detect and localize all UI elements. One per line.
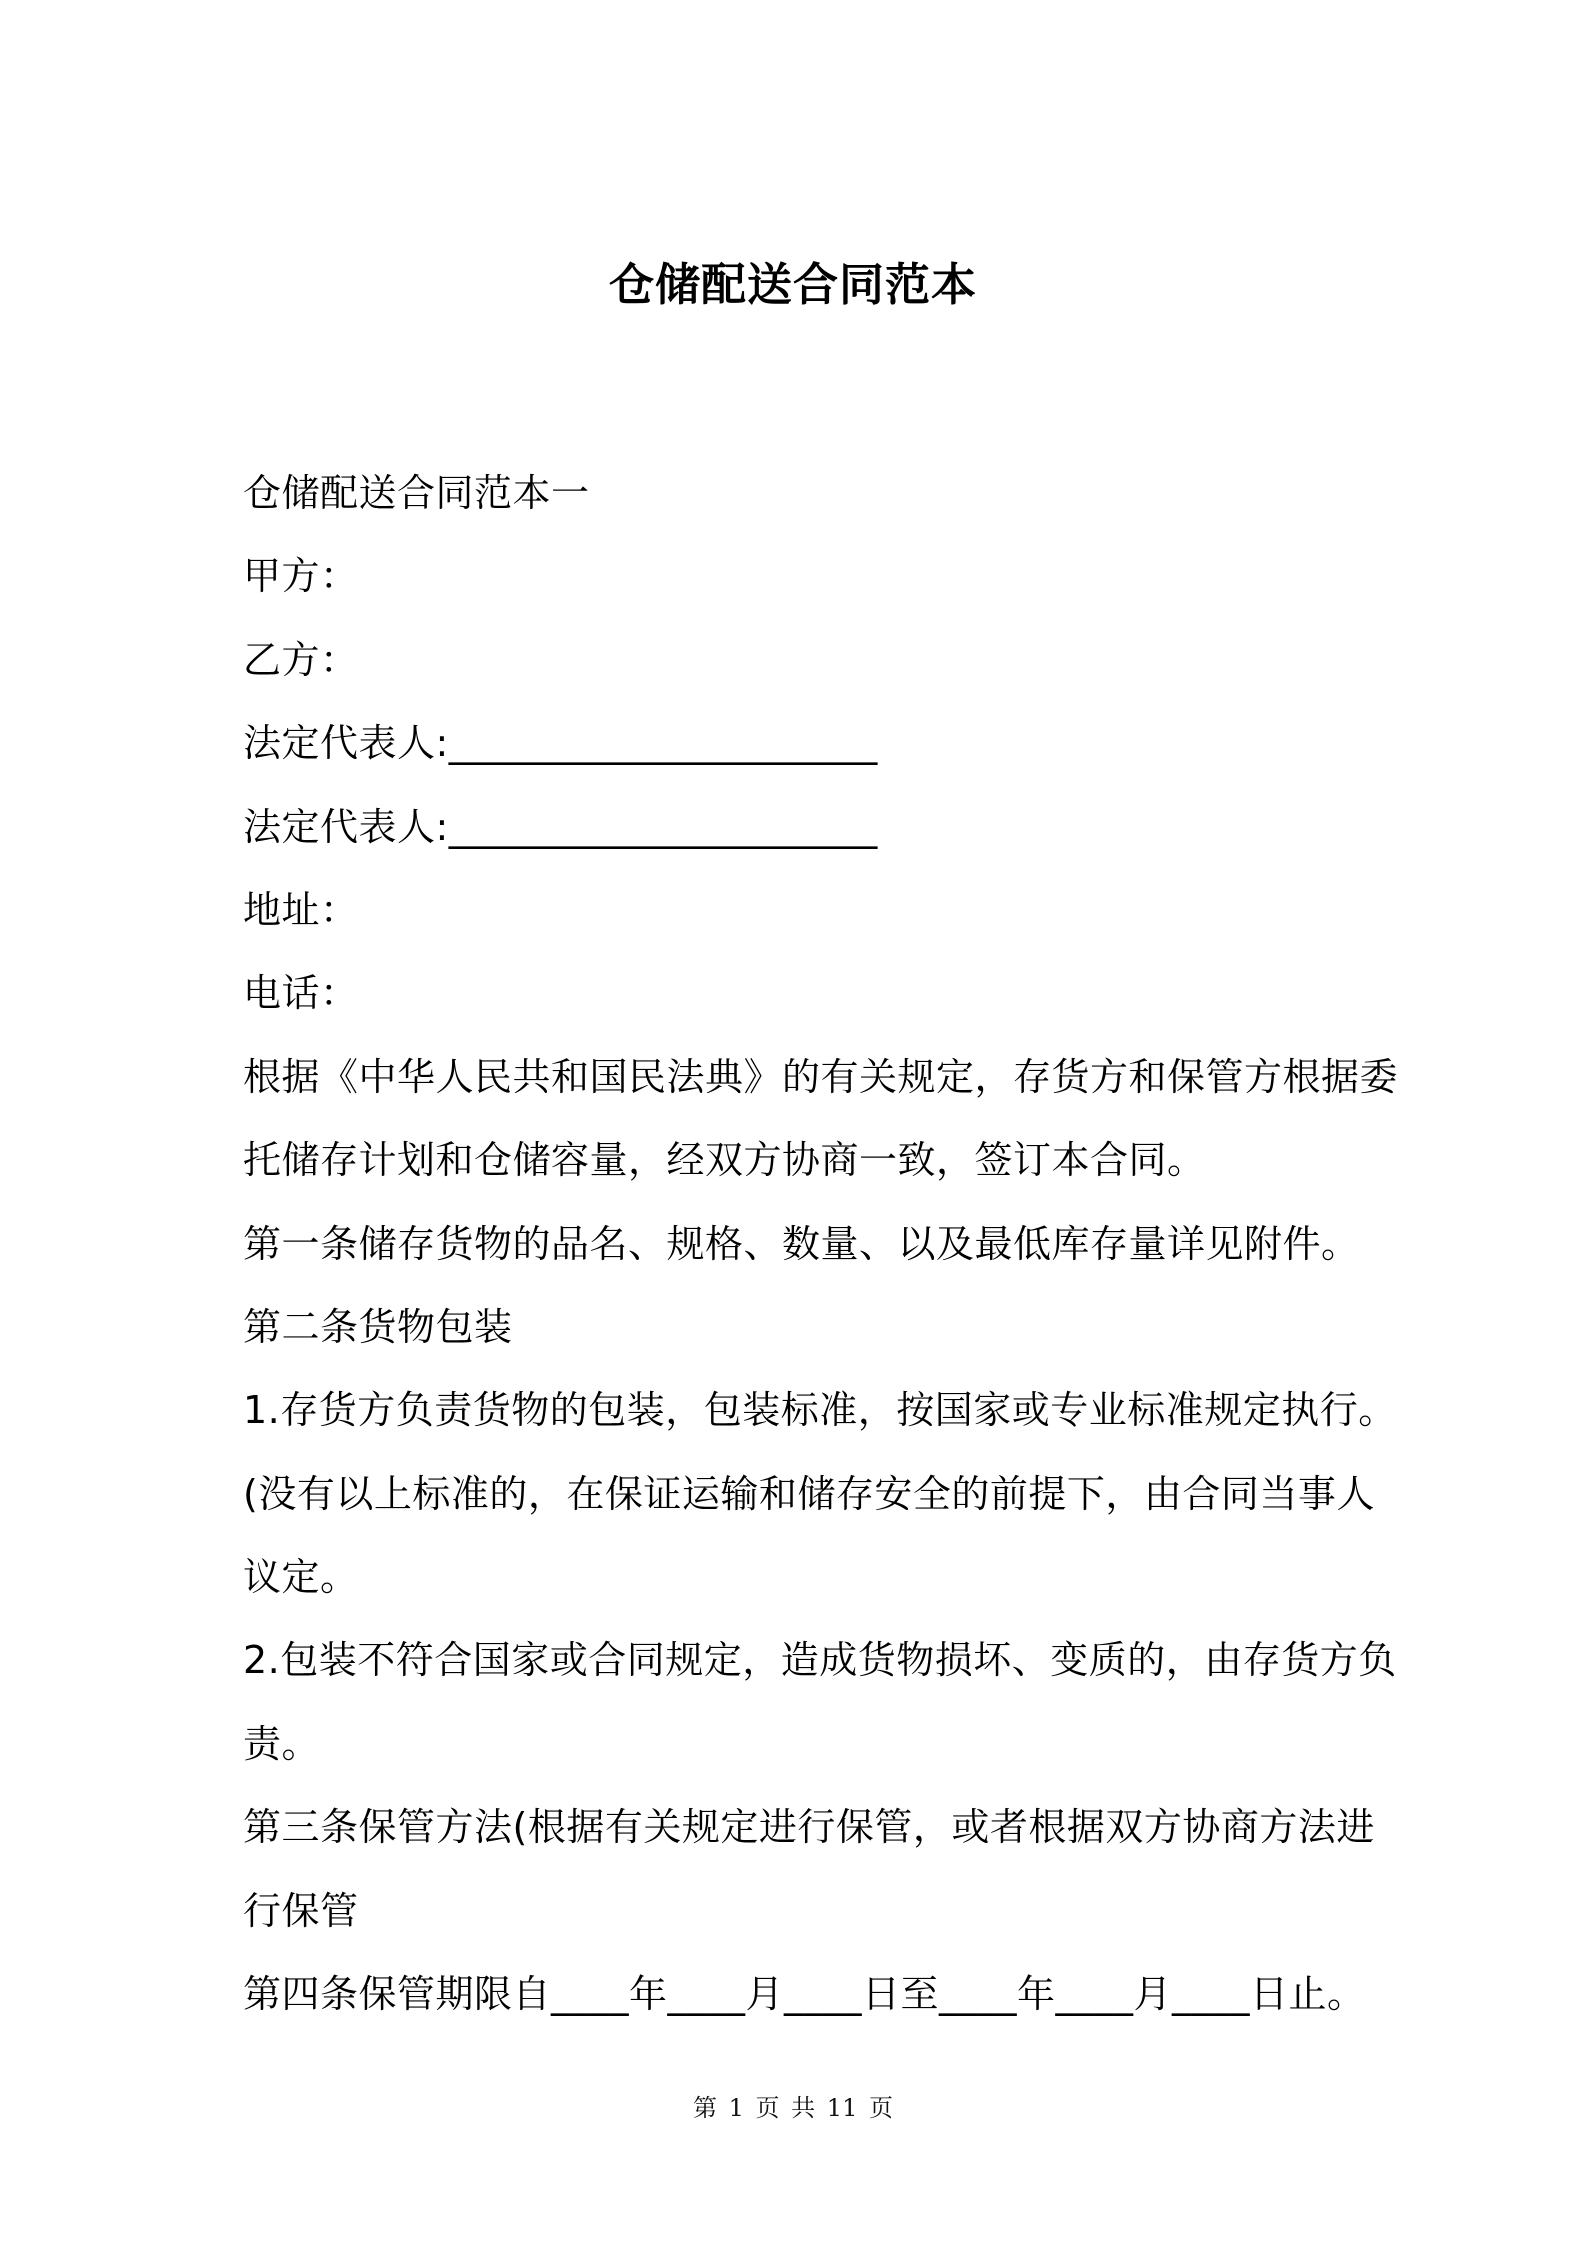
paragraph-line: 根据《中华人民共和国民法典》的有关规定，存货方和保管方根据委 — [243, 1054, 1399, 1099]
paragraph-line: 托储存计划和仓储容量，经双方协商一致，签订本合同。 — [243, 1138, 1206, 1183]
legal-representative-field: 法定代表人:______________________ — [243, 721, 878, 766]
document-body — [243, 452, 1399, 2036]
section-heading: 仓储配送合同范本一 — [243, 471, 590, 515]
clause-line: 第三条保管方法(根据有关规定进行保管，或者根据双方协商方法进 — [243, 1805, 1375, 1850]
clause-line: (没有以上标准的，在保证运输和储存安全的前提下，由合同当事人 — [243, 1471, 1375, 1516]
clause-line: 2.包装不符合国家或合同规定，造成货物损坏、变质的，由存货方负 — [243, 1638, 1397, 1683]
party-b-field: 乙方： — [243, 637, 359, 682]
clause-line: 1.存货方负责货物的包装，包装标准，按国家或专业标准规定执行。 — [243, 1388, 1397, 1433]
clause-line: 议定。 — [243, 1555, 359, 1600]
clause-line: 第二条货物包装 — [243, 1304, 513, 1349]
phone-field: 电话： — [243, 971, 359, 1016]
clause-line: 第四条保管期限自____年____月____日至____年____月____日止。 — [243, 1972, 1366, 2017]
clause-line: 行保管 — [243, 1888, 359, 1933]
party-a-field: 甲方： — [243, 554, 359, 599]
legal-representative-field: 法定代表人:______________________ — [243, 804, 878, 849]
document-title: 仓储配送合同范本 — [608, 258, 977, 311]
page-number-footer: 第 1 页 共 11 页 — [693, 2094, 893, 2122]
clause-line: 责。 — [243, 1721, 321, 1766]
clause-line: 第一条储存货物的品名、规格、数量、以及最低库存量详见附件。 — [243, 1221, 1360, 1266]
address-field: 地址： — [243, 887, 359, 932]
